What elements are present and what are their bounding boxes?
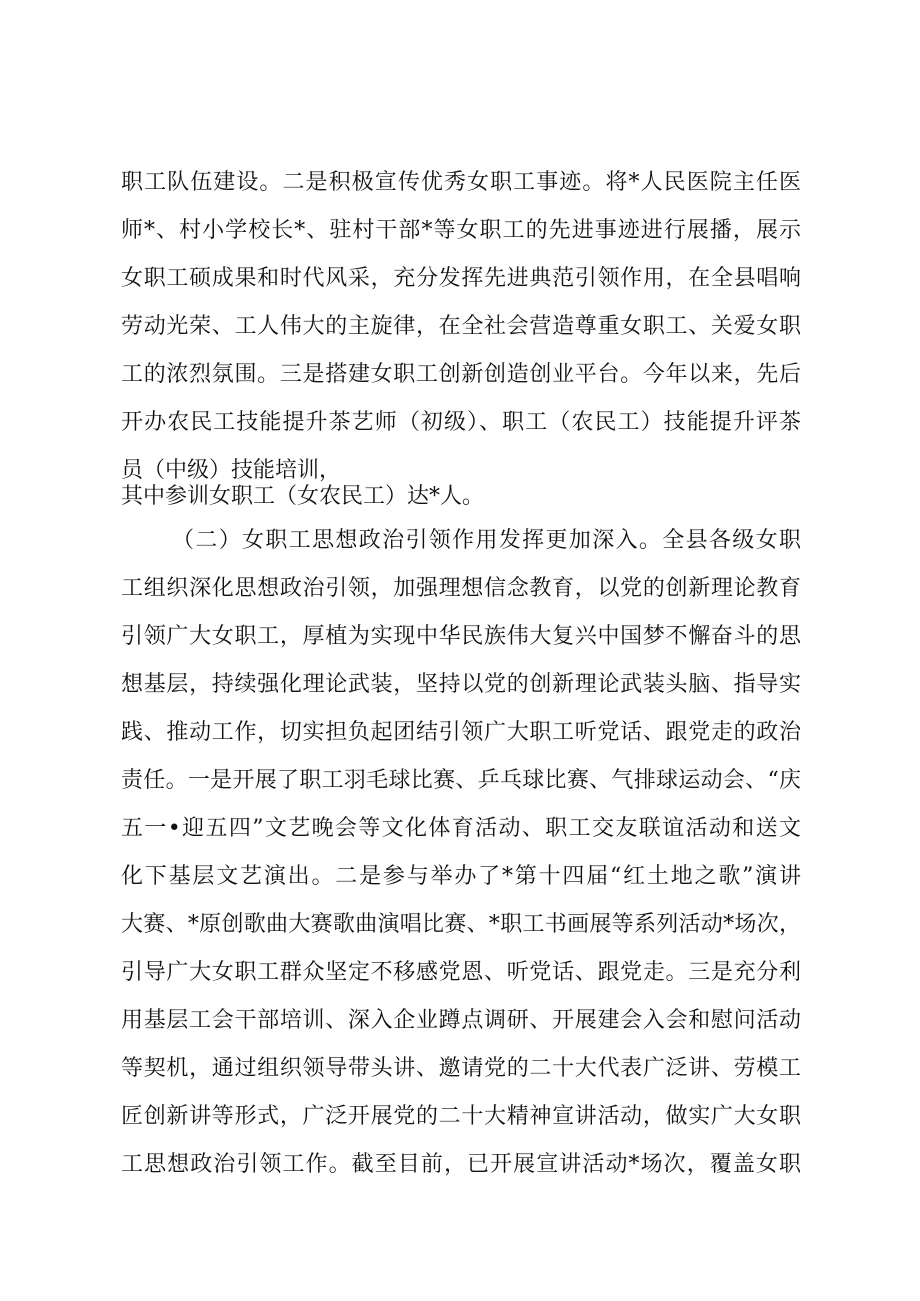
body-text-line: 女职工硕成果和时代风采，充分发挥先进典范引领作用，在全县唱响 [121,266,801,291]
body-text-line: 用基层工会干部培训、深入企业蹲点调研、开展建会入会和慰问活动 [121,1008,801,1033]
body-text-line: 责任。一是开展了职工羽毛球比赛、乒乓球比赛、气排球运动会、“庆 [121,768,801,793]
body-text-line: 引领广大女职工，厚植为实现中华民族伟大复兴中国梦不懈奋斗的思 [121,624,801,649]
body-text-line: 践、推动工作，切实担负起团结引领广大职工听党话、跟党走的政治 [121,720,801,745]
body-text-line: 其中参训女职工（女农民工）达*人。 [121,484,485,509]
body-text-line: 大赛、*原创歌曲大赛歌曲演唱比赛、*职工书画展等系列活动*场次， [121,912,801,937]
body-text-line: 想基层，持续强化理论武装，坚持以党的创新理论武装头脑、指导实 [121,672,801,697]
body-text-line: 工的浓烈氛围。三是搭建女职工创新创造创业平台。今年以来，先后 [121,362,801,387]
section-heading-line: （二）女职工思想政治引领作用发挥更加深入。全县各级女职 [172,528,801,553]
body-text-line: 工思想政治引领工作。截至目前，已开展宣讲活动*场次，覆盖女职 [121,1152,801,1177]
body-text-line: 员（中级）技能培训， [121,458,342,483]
body-text-line: 化下基层文艺演出。二是参与举办了*第十四届“红土地之歌”演讲 [121,864,801,889]
body-text-line: 劳动光荣、工人伟大的主旋律，在全社会营造尊重女职工、关爱女职 [121,314,801,339]
body-text-line: 引导广大女职工群众坚定不移感党恩、听党话、跟党走。三是充分利 [121,960,801,985]
body-text-line: 五一•迎五四”文艺晚会等文化体育活动、职工交友联谊活动和送文 [121,816,801,841]
body-text-line: 工组织深化思想政治引领，加强理想信念教育，以党的创新理论教育 [121,576,801,601]
body-text-line: 匠创新讲等形式，广泛开展党的二十大精神宣讲活动，做实广大女职 [121,1104,801,1129]
body-text-line: 等契机，通过组织领导带头讲、邀请党的二十大代表广泛讲、劳模工 [121,1056,801,1081]
body-text-line: 职工队伍建设。二是积极宣传优秀女职工事迹。将*人民医院主任医 [121,170,801,195]
body-text-line: 开办农民工技能提升茶艺师（初级）、职工（农民工）技能提升评茶 [121,410,801,435]
body-text-line: 师*、村小学校长*、驻村干部*等女职工的先进事迹进行展播，展示 [121,218,801,243]
